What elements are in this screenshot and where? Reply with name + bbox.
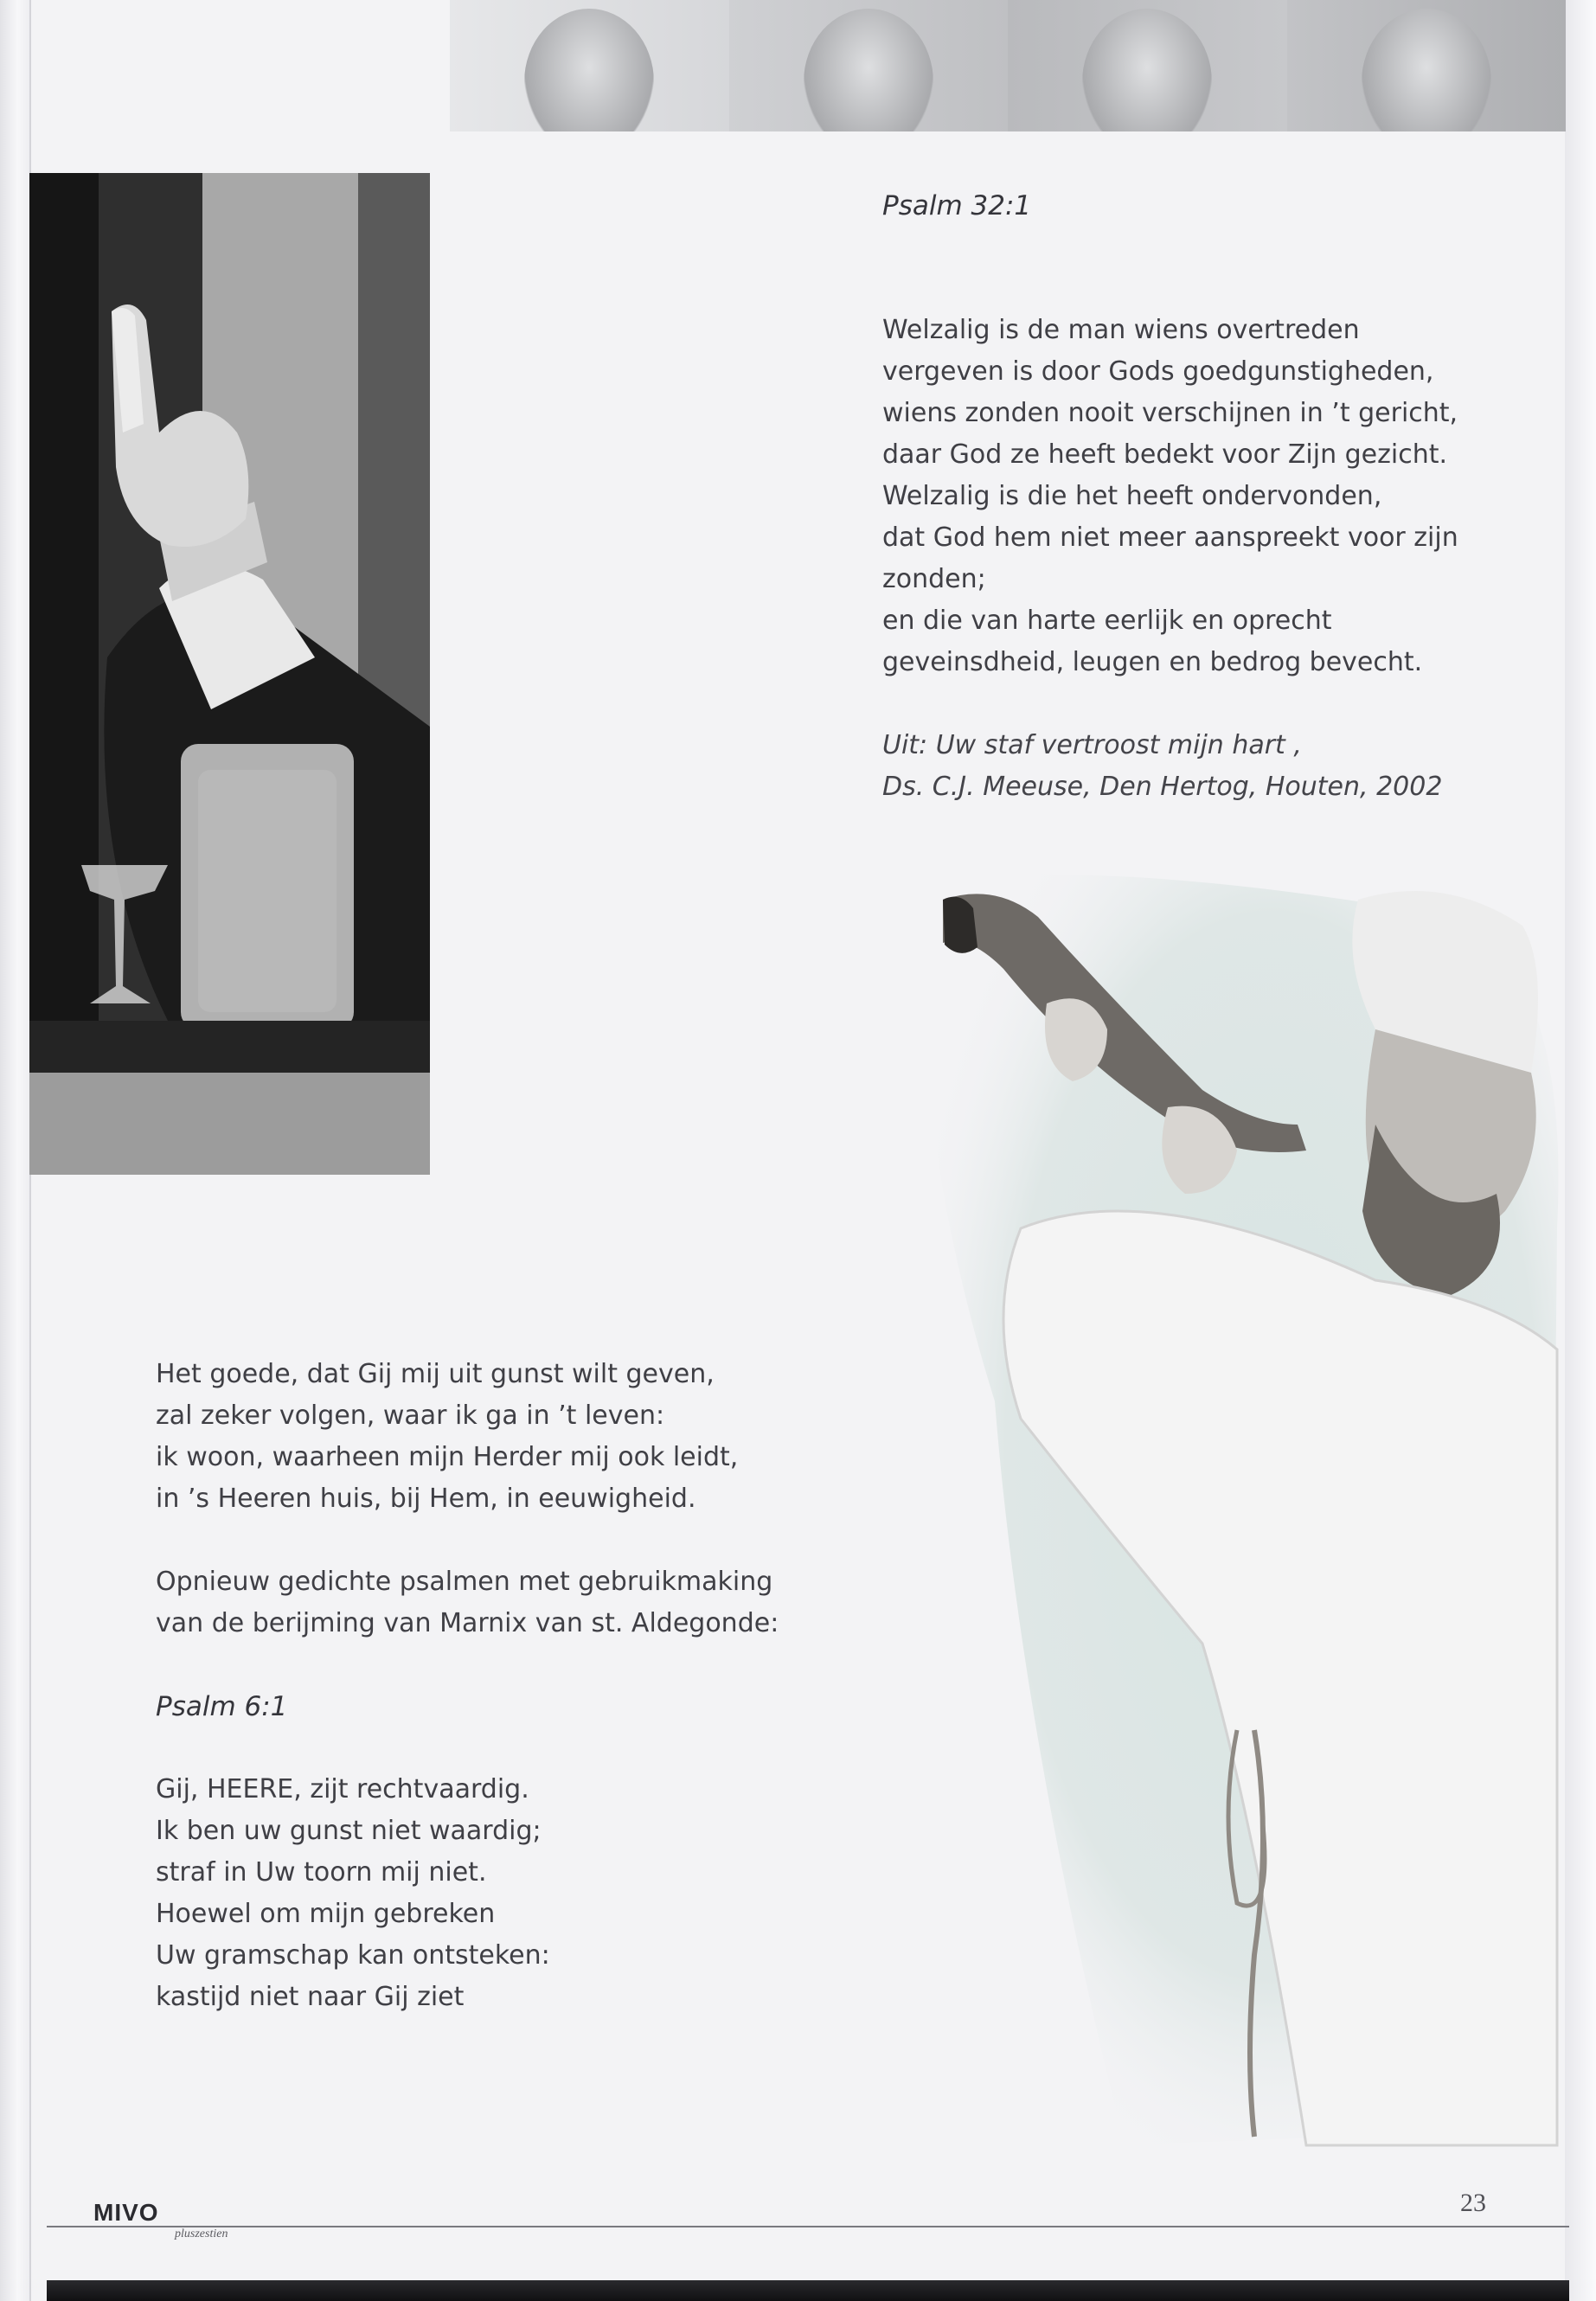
psalm-32-source: Ds. C.J. Meeuse, Den Hertog, Houten, 2002	[882, 772, 1443, 802]
psalm-6-title: Psalm 6:1	[156, 1691, 288, 1722]
psalm-32-line: en die van harte eerlijk en oprecht	[882, 606, 1332, 636]
psalm-32-line: vergeven is door Gods goedgunstigheden,	[882, 356, 1434, 387]
psalm-6-line: kastijd niet naar Gij ziet	[156, 1982, 465, 2012]
stanza-line: zal zeker volgen, waar ik ga in ’t leven:	[156, 1400, 665, 1431]
footer-rule	[47, 2226, 1569, 2227]
psalm-6-line: Uw gramschap kan ontsteken:	[156, 1940, 550, 1971]
bottom-edge-band	[47, 2280, 1569, 2301]
psalm-32-line: Welzalig is die het heeft ondervonden,	[882, 481, 1382, 511]
header-photo-strip	[450, 0, 1566, 131]
header-photo-1	[450, 0, 729, 131]
stanza-line: in ’s Heeren huis, bij Hem, in eeuwigheid.	[156, 1484, 696, 1514]
shofar-man-photo	[891, 865, 1570, 2158]
psalm-32-block	[882, 185, 1458, 808]
psalm-32-title: Psalm 32:1	[882, 190, 1032, 221]
header-photo-4	[1287, 0, 1567, 131]
psalm-32-source: Uit: Uw staf vertroost mijn hart ,	[882, 730, 1302, 760]
psalm-32-line: daar God ze heeft bedekt voor Zijn gezicht.	[882, 439, 1448, 470]
lower-text-block	[156, 1354, 779, 2018]
mivo-logo-subtitle: pluszestien	[175, 2227, 228, 2240]
intro-line: Opnieuw gedichte psalmen met gebruikmaking	[156, 1567, 773, 1597]
psalm-6-line: Ik ben uw gunst niet waardig;	[156, 1816, 542, 1846]
stanza-line: Het goede, dat Gij mij uit gunst wilt geven,	[156, 1359, 715, 1389]
page-edge-left	[0, 0, 31, 2301]
raised-hand-photo	[29, 173, 430, 1175]
psalm-32-line: wiens zonden nooit verschijnen in ’t gericht,	[882, 398, 1458, 428]
intro-line: van de berijming van Marnix van st. Aldegonde:	[156, 1608, 779, 1638]
page-number: 23	[1460, 2189, 1486, 2217]
mivo-logo: MIVO	[93, 2199, 159, 2226]
header-photo-2	[729, 0, 1009, 131]
psalm-32-line: geveinsdheid, leugen en bedrog bevecht.	[882, 647, 1423, 677]
psalm-6-line: straf in Uw toorn mij niet.	[156, 1857, 487, 1888]
header-photo-3	[1008, 0, 1287, 131]
stanza-line: ik woon, waarheen mijn Herder mij ook leidt,	[156, 1442, 739, 1472]
psalm-32-line: Welzalig is de man wiens overtreden	[882, 315, 1360, 345]
psalm-6-line: Hoewel om mijn gebreken	[156, 1899, 496, 1929]
psalm-6-line: Gij, HEERE, zijt rechtvaardig.	[156, 1774, 529, 1804]
psalm-32-line: dat God hem niet meer aanspreekt voor zijn	[882, 522, 1458, 553]
psalm-32-line: zonden;	[882, 564, 986, 594]
